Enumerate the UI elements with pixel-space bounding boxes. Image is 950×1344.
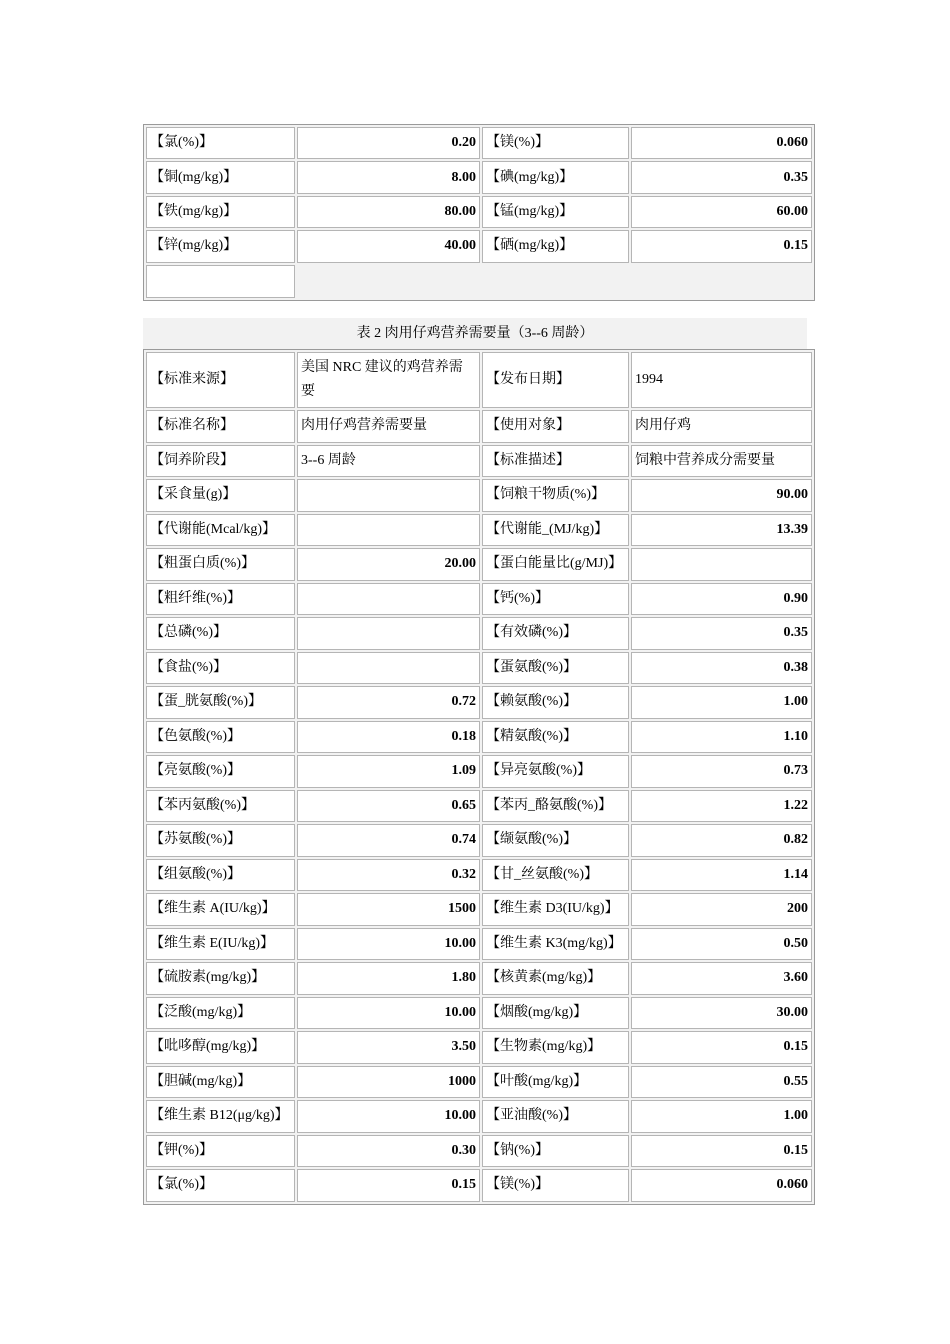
value-cell: 0.82 xyxy=(631,824,812,857)
table-row xyxy=(146,1135,812,1168)
standard-name-value: 肉用仔鸡营养需要量 xyxy=(297,410,480,443)
table-row xyxy=(146,721,812,754)
description-value: 饲粮中营养成分需要量 xyxy=(631,445,812,478)
table-row xyxy=(146,997,812,1030)
label-cell: 【苯丙氨酸(%)】 xyxy=(146,790,295,823)
value-cell: 0.55 xyxy=(631,1066,812,1099)
value-cell xyxy=(297,617,480,650)
value-cell: 0.38 xyxy=(631,652,812,685)
table-row xyxy=(146,790,812,823)
label-cell: 【食盐(%)】 xyxy=(146,652,295,685)
label-cell: 【氯(%)】 xyxy=(146,127,295,159)
value-cell: 0.15 xyxy=(631,230,812,262)
value-cell: 1.80 xyxy=(297,962,480,995)
value-cell xyxy=(297,479,480,512)
value-cell: 0.32 xyxy=(297,859,480,892)
table-row xyxy=(146,1031,812,1064)
value-cell: 3.60 xyxy=(631,962,812,995)
label-cell: 【标准来源】 xyxy=(146,352,295,408)
label-cell: 【维生素 K3(mg/kg)】 xyxy=(482,928,629,961)
label-cell: 【镁(%)】 xyxy=(482,127,629,159)
value-cell: 1.00 xyxy=(631,1100,812,1133)
label-cell: 【维生素 A(IU/kg)】 xyxy=(146,893,295,926)
table-row xyxy=(146,583,812,616)
value-cell: 1.10 xyxy=(631,721,812,754)
value-cell: 40.00 xyxy=(297,230,480,262)
release-date-value: 1994 xyxy=(631,352,812,408)
target-value: 肉用仔鸡 xyxy=(631,410,812,443)
label-cell: 【代谢能_(MJ/kg)】 xyxy=(482,514,629,547)
label-cell: 【标准描述】 xyxy=(482,445,629,478)
value-cell: 60.00 xyxy=(631,196,812,228)
label-cell: 【粗蛋白质(%)】 xyxy=(146,548,295,581)
table2-meta xyxy=(146,352,812,477)
label-cell: 【维生素 D3(IU/kg)】 xyxy=(482,893,629,926)
value-cell: 1.14 xyxy=(631,859,812,892)
label-cell: 【铁(mg/kg)】 xyxy=(146,196,295,228)
label-cell: 【色氨酸(%)】 xyxy=(146,721,295,754)
label-cell: 【氯(%)】 xyxy=(146,1169,295,1202)
label-cell: 【代谢能(Mcal/kg)】 xyxy=(146,514,295,547)
table-row xyxy=(146,893,812,926)
label-cell: 【硫胺素(mg/kg)】 xyxy=(146,962,295,995)
label-cell: 【锰(mg/kg)】 xyxy=(482,196,629,228)
table2-body xyxy=(146,479,812,1202)
label-cell: 【钙(%)】 xyxy=(482,583,629,616)
label-cell: 【苯丙_酪氨酸(%)】 xyxy=(482,790,629,823)
value-cell: 0.65 xyxy=(297,790,480,823)
value-cell: 0.90 xyxy=(631,583,812,616)
table-row xyxy=(146,161,812,193)
label-cell: 【硒(mg/kg)】 xyxy=(482,230,629,262)
label-cell: 【发布日期】 xyxy=(482,352,629,408)
table-row xyxy=(146,1100,812,1133)
label-cell: 【苏氨酸(%)】 xyxy=(146,824,295,857)
value-cell: 0.15 xyxy=(631,1031,812,1064)
minerals-table-continued xyxy=(143,124,815,301)
label-cell: 【有效磷(%)】 xyxy=(482,617,629,650)
label-cell: 【亚油酸(%)】 xyxy=(482,1100,629,1133)
value-cell: 0.73 xyxy=(631,755,812,788)
value-cell xyxy=(631,548,812,581)
label-cell: 【镁(%)】 xyxy=(482,1169,629,1202)
table-row xyxy=(146,479,812,512)
value-cell: 10.00 xyxy=(297,997,480,1030)
table-row xyxy=(146,686,812,719)
label-cell: 【标准名称】 xyxy=(146,410,295,443)
table2-caption: 表 2 肉用仔鸡营养需要量（3--6 周龄） xyxy=(143,318,807,350)
label-cell: 【蛋_胱氨酸(%)】 xyxy=(146,686,295,719)
table1-body xyxy=(146,127,812,298)
table-row xyxy=(146,652,812,685)
standard-source-value: 美国 NRC 建议的鸡营养需要 xyxy=(297,352,480,408)
table-row xyxy=(146,127,812,159)
label-cell: 【胆碱(mg/kg)】 xyxy=(146,1066,295,1099)
meta-row xyxy=(146,410,812,443)
value-cell: 13.39 xyxy=(631,514,812,547)
blank-cell xyxy=(297,265,812,298)
table-row xyxy=(146,230,812,262)
label-cell: 【泛酸(mg/kg)】 xyxy=(146,997,295,1030)
value-cell: 0.20 xyxy=(297,127,480,159)
value-cell: 1000 xyxy=(297,1066,480,1099)
blank-row xyxy=(146,265,812,298)
value-cell: 3.50 xyxy=(297,1031,480,1064)
value-cell: 10.00 xyxy=(297,1100,480,1133)
value-cell xyxy=(297,514,480,547)
value-cell: 10.00 xyxy=(297,928,480,961)
stage-value: 3--6 周龄 xyxy=(297,445,480,478)
value-cell: 0.35 xyxy=(631,617,812,650)
meta-row xyxy=(146,445,812,478)
label-cell: 【饲养阶段】 xyxy=(146,445,295,478)
value-cell xyxy=(297,652,480,685)
value-cell: 1.00 xyxy=(631,686,812,719)
label-cell: 【烟酸(mg/kg)】 xyxy=(482,997,629,1030)
table-row xyxy=(146,928,812,961)
broiler-nutrient-table xyxy=(143,349,815,1205)
meta-row xyxy=(146,352,812,408)
label-cell: 【铜(mg/kg)】 xyxy=(146,161,295,193)
value-cell: 0.74 xyxy=(297,824,480,857)
table-row xyxy=(146,548,812,581)
value-cell: 200 xyxy=(631,893,812,926)
label-cell: 【饲粮干物质(%)】 xyxy=(482,479,629,512)
label-cell: 【总磷(%)】 xyxy=(146,617,295,650)
value-cell: 0.18 xyxy=(297,721,480,754)
value-cell: 1.22 xyxy=(631,790,812,823)
table-row xyxy=(146,514,812,547)
value-cell: 0.35 xyxy=(631,161,812,193)
label-cell: 【使用对象】 xyxy=(482,410,629,443)
label-cell: 【异亮氨酸(%)】 xyxy=(482,755,629,788)
table-row xyxy=(146,196,812,228)
table-row xyxy=(146,755,812,788)
value-cell: 0.50 xyxy=(631,928,812,961)
value-cell: 30.00 xyxy=(631,997,812,1030)
label-cell: 【组氨酸(%)】 xyxy=(146,859,295,892)
blank-cell xyxy=(146,265,295,298)
label-cell: 【亮氨酸(%)】 xyxy=(146,755,295,788)
table-row xyxy=(146,962,812,995)
label-cell: 【钾(%)】 xyxy=(146,1135,295,1168)
value-cell: 80.00 xyxy=(297,196,480,228)
label-cell: 【蛋白能量比(g/MJ)】 xyxy=(482,548,629,581)
label-cell: 【甘_丝氨酸(%)】 xyxy=(482,859,629,892)
value-cell: 8.00 xyxy=(297,161,480,193)
label-cell: 【缬氨酸(%)】 xyxy=(482,824,629,857)
label-cell: 【维生素 B12(μg/kg)】 xyxy=(146,1100,295,1133)
table-row xyxy=(146,1066,812,1099)
value-cell: 90.00 xyxy=(631,479,812,512)
label-cell: 【核黄素(mg/kg)】 xyxy=(482,962,629,995)
table-row xyxy=(146,617,812,650)
label-cell: 【采食量(g)】 xyxy=(146,479,295,512)
table-row xyxy=(146,859,812,892)
value-cell: 0.060 xyxy=(631,1169,812,1202)
label-cell: 【叶酸(mg/kg)】 xyxy=(482,1066,629,1099)
label-cell: 【维生素 E(IU/kg)】 xyxy=(146,928,295,961)
label-cell: 【碘(mg/kg)】 xyxy=(482,161,629,193)
value-cell: 0.30 xyxy=(297,1135,480,1168)
value-cell: 1500 xyxy=(297,893,480,926)
label-cell: 【蛋氨酸(%)】 xyxy=(482,652,629,685)
value-cell: 0.15 xyxy=(297,1169,480,1202)
value-cell xyxy=(297,583,480,616)
value-cell: 20.00 xyxy=(297,548,480,581)
value-cell: 0.72 xyxy=(297,686,480,719)
label-cell: 【吡哆醇(mg/kg)】 xyxy=(146,1031,295,1064)
value-cell: 0.060 xyxy=(631,127,812,159)
label-cell: 【生物素(mg/kg)】 xyxy=(482,1031,629,1064)
label-cell: 【粗纤维(%)】 xyxy=(146,583,295,616)
value-cell: 1.09 xyxy=(297,755,480,788)
table-row xyxy=(146,1169,812,1202)
value-cell: 0.15 xyxy=(631,1135,812,1168)
label-cell: 【赖氨酸(%)】 xyxy=(482,686,629,719)
label-cell: 【精氨酸(%)】 xyxy=(482,721,629,754)
label-cell: 【钠(%)】 xyxy=(482,1135,629,1168)
label-cell: 【锌(mg/kg)】 xyxy=(146,230,295,262)
table-row xyxy=(146,824,812,857)
